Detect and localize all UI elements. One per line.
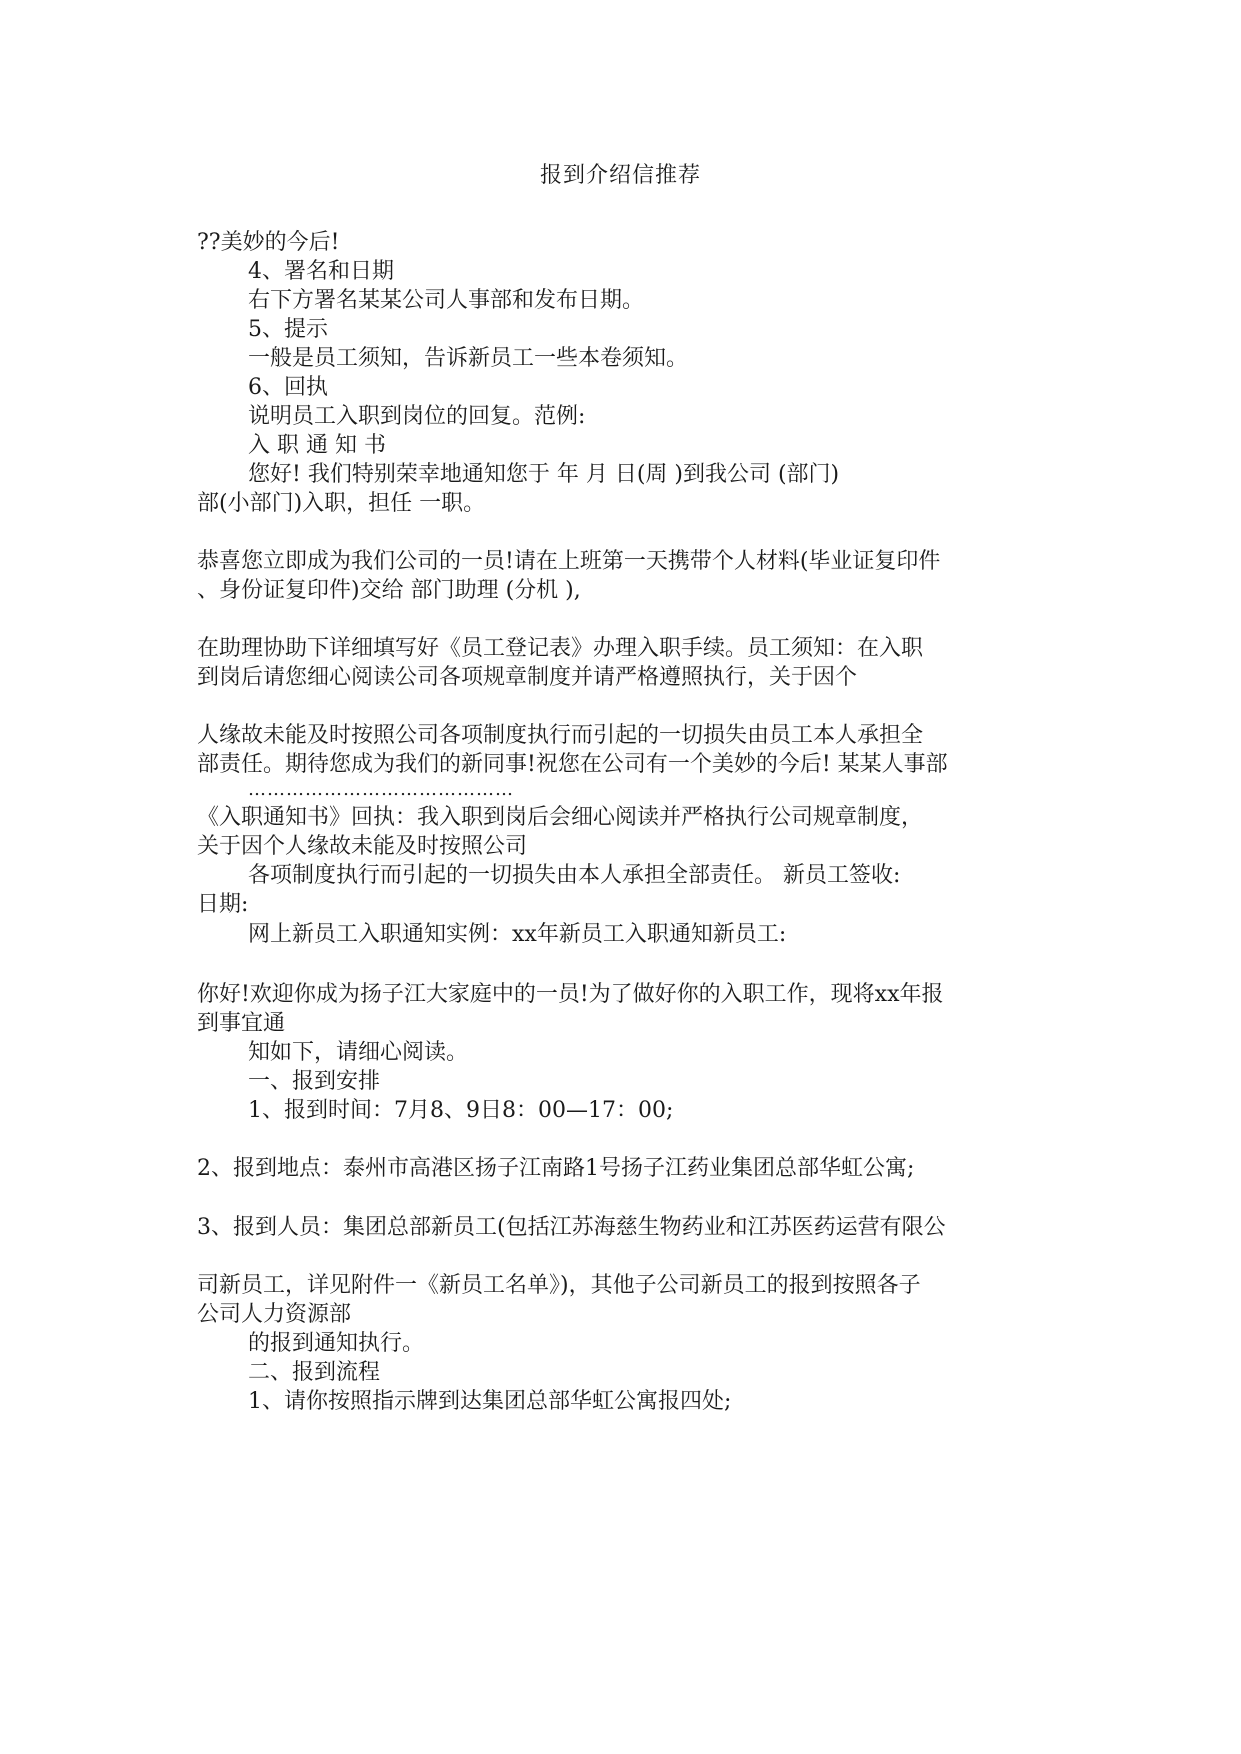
text-line: 1、报到时间：7月8、9日8：00—17：00; [248, 1098, 674, 1123]
dotted-separator: …………………………………… [248, 779, 514, 800]
text-line: 网上新员工入职通知实例：xx年新员工入职通知新员工: [248, 922, 787, 947]
section-heading: 二、报到流程 [248, 1360, 381, 1385]
text-line: 到事宜通 [197, 1011, 286, 1036]
text-line: 公司人力资源部 [197, 1302, 352, 1327]
text-line: 您好! 我们特别荣幸地通知您于 年 月 日(周 )到我公司 (部门) [248, 462, 840, 487]
text-line: 日期: [197, 892, 249, 917]
text-line: 《入职通知书》回执：我入职到岗后会细心阅读并严格执行公司规章制度， [197, 805, 924, 830]
notice-heading: 入 职 通 知 书 [248, 433, 386, 458]
document-title: 报到介绍信推荐 [539, 163, 701, 188]
text-line: 的报到通知执行。 [248, 1331, 425, 1356]
text-line: 、身份证复印件)交给 部门助理 (分机 ), [197, 578, 581, 603]
text-line: ??美妙的今后! [197, 230, 340, 255]
text-line: 说明员工入职到岗位的回复。范例: [248, 404, 586, 429]
text-line: 右下方署名某某公司人事部和发布日期。 [248, 288, 645, 313]
text-line: 部责任。期待您成为我们的新同事!祝您在公司有一个美妙的今后! 某某人事部 [197, 752, 948, 777]
text-line: 你好!欢迎你成为扬子江大家庭中的一员!为了做好你的入职工作，现将xx年报 [197, 982, 944, 1007]
text-line: 关于因个人缘故未能及时按照公司 [197, 834, 528, 859]
text-line: 3、报到人员：集团总部新员工(包括江苏海慈生物药业和江苏医药运营有限公 [197, 1215, 946, 1240]
text-line: 到岗后请您细心阅读公司各项规章制度并请严格遵照执行，关于因个 [197, 665, 858, 690]
text-line: 1、请你按照指示牌到达集团总部华虹公寓报四处; [248, 1389, 732, 1414]
text-line: 司新员工，详见附件一《新员工名单》)，其他子公司新员工的报到按照各子 [197, 1273, 921, 1298]
text-line: 恭喜您立即成为我们公司的一员!请在上班第一天携带个人材料(毕业证复印件 [197, 549, 941, 574]
section-heading: 5、提示 [248, 317, 328, 342]
section-heading: 4、署名和日期 [248, 259, 394, 284]
text-line: 2、报到地点：泰州市高港区扬子江南路1号扬子江药业集团总部华虹公寓; [197, 1156, 915, 1181]
section-heading: 一、报到安排 [248, 1069, 381, 1094]
text-line: 部(小部门)入职，担任 一职。 [197, 491, 486, 516]
text-line: 一般是员工须知，告诉新员工一些本卷须知。 [248, 346, 689, 371]
text-line: 知如下，请细心阅读。 [248, 1040, 469, 1065]
text-line: 各项制度执行而引起的一切损失由本人承担全部责任。 新员工签收: [248, 863, 901, 888]
text-line: 人缘故未能及时按照公司各项制度执行而引起的一切损失由员工本人承担全 [197, 723, 924, 748]
section-heading: 6、回执 [248, 375, 328, 400]
text-line: 在助理协助下详细填写好《员工登记表》办理入职手续。员工须知：在入职 [197, 636, 924, 661]
